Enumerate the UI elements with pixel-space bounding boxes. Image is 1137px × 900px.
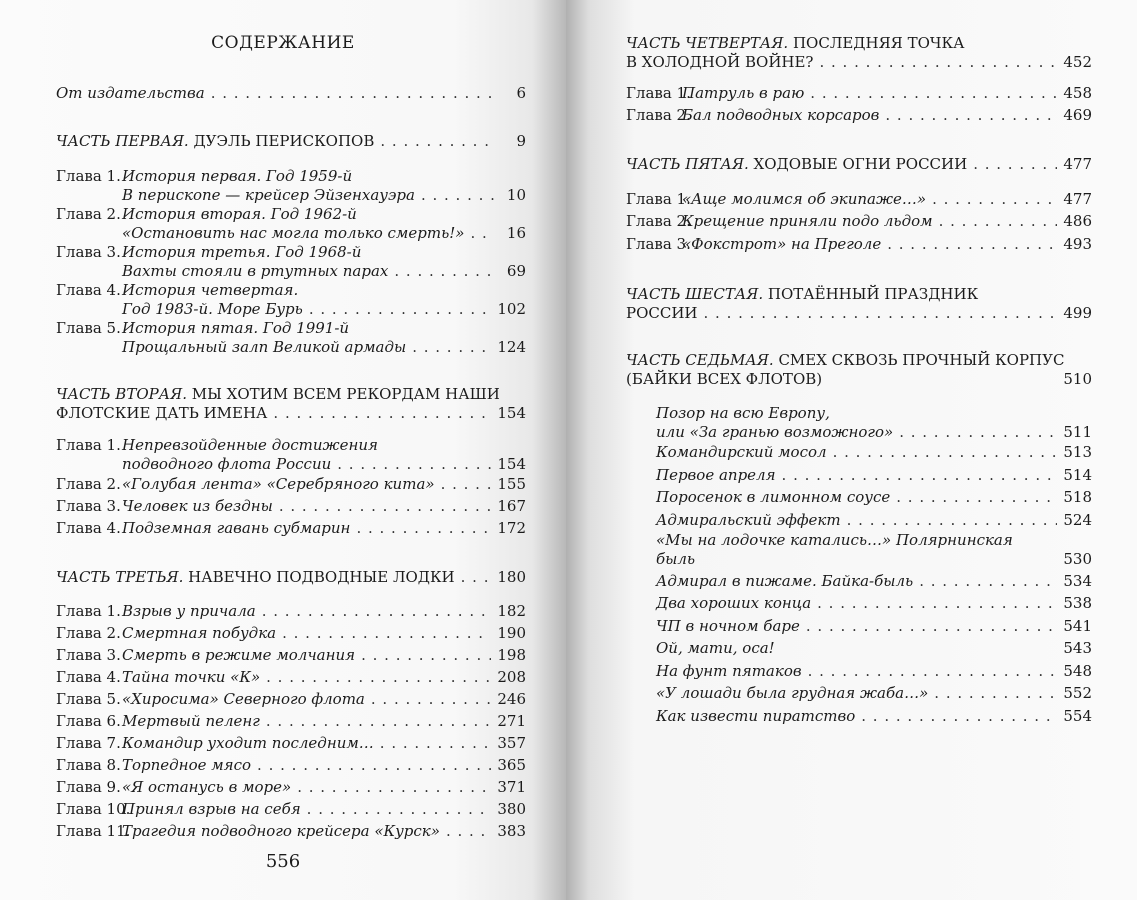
toc-entry-chapter (626, 235, 1092, 254)
entry-title-cont: или «За гранью возможного» (656, 423, 894, 441)
toc-entry-story (626, 531, 1092, 569)
entry-title: Командирский мосол (656, 443, 827, 461)
entry-title: Адмирал в пижаме. Байка-быль (656, 572, 914, 590)
chapter-label: Глава 1. (626, 190, 691, 208)
toc-entry-chapter (626, 190, 1092, 209)
entry-title: «У лошади была грудная жаба…» (656, 684, 929, 702)
chapter-label: Глава 5. (56, 319, 121, 337)
page-number: 548 (1063, 662, 1092, 680)
entry-title: Торпедное мясо (122, 756, 252, 774)
entry-title: Тайна точки «К» (122, 668, 261, 686)
entry-title: История четвертая. (122, 281, 299, 299)
entry-title: История вторая. Год 1962-й (122, 205, 357, 223)
page-number: 198 (497, 646, 526, 664)
page-number: 155 (497, 475, 526, 493)
page-number: 513 (1063, 443, 1092, 461)
chapter-label: Глава 4. (56, 281, 121, 299)
chapter-label: Глава 5. (56, 690, 121, 708)
page-number: 538 (1063, 594, 1092, 612)
entry-title: Мертвый пеленг (122, 712, 260, 730)
page-number: 514 (1063, 466, 1092, 484)
entry-title: Трагедия подводного крейсера «Курск» (122, 822, 440, 840)
toc-entry-story (626, 617, 1092, 636)
chapter-label: Глава 3. (626, 235, 691, 253)
chapter-label: Глава 1. (56, 436, 121, 454)
toc-entry-chapter (626, 84, 1092, 103)
toc-entry-chapter (56, 281, 526, 319)
chapter-label: Глава 7. (56, 734, 121, 752)
page-number: 530 (1063, 550, 1092, 568)
page-number: 154 (497, 404, 526, 422)
entry-title: Бал подводных корсаров (682, 106, 880, 124)
entry-title: «Фокстрот» на Преголе (682, 235, 882, 253)
page-number: 458 (1063, 84, 1092, 102)
toc-part-6 (626, 285, 1092, 323)
part-label: ЧАСТЬ ШЕСТАЯ. (626, 285, 764, 303)
entry-title-cont: Прощальный залп Великой армады (122, 338, 407, 356)
toc-entry-chapter (56, 800, 526, 819)
entry-title: Взрыв у причала (122, 602, 256, 620)
toc-entry-chapter (626, 212, 1092, 231)
toc-entry-story (626, 466, 1092, 485)
toc-part-5 (626, 155, 1092, 174)
page-number: 541 (1063, 617, 1092, 635)
entry-title: История третья. Год 1968-й (122, 243, 362, 261)
page-number: 543 (1063, 639, 1092, 657)
part-label: ЧАСТЬ ВТОРАЯ. (56, 385, 187, 403)
part-title: ПОТАЁННЫЙ ПРАЗДНИК (767, 285, 979, 303)
entry-title: «Я останусь в море» (122, 778, 292, 796)
page-number: 511 (1063, 423, 1092, 441)
toc-entry-chapter (56, 475, 526, 494)
chapter-label: Глава 2. (56, 205, 121, 223)
entry-title: От издательства (56, 84, 205, 102)
entry-title-cont: «Остановить нас могла только смерть!» (122, 224, 465, 242)
part-title: ПОСЛЕДНЯЯ ТОЧКА (792, 34, 965, 52)
entry-title: «Мы на лодочке катались…» Полярнинская (656, 531, 1013, 549)
page-number: 477 (1063, 155, 1092, 173)
toc-part-4 (626, 34, 1092, 72)
page-number: 172 (497, 519, 526, 537)
entry-title: Ой, мати, оса! (656, 639, 775, 657)
page-number: 499 (1063, 304, 1092, 322)
entry-title: Патруль в раю (682, 84, 805, 102)
chapter-label: Глава 1. (56, 167, 121, 185)
entry-title: Смерть в режиме молчания (122, 646, 356, 664)
chapter-label: Глава 1. (56, 602, 121, 620)
toc-entry-chapter (56, 668, 526, 687)
toc-entry-chapter (626, 106, 1092, 125)
toc-entry-story (626, 684, 1092, 703)
chapter-label: Глава 10. (56, 800, 131, 818)
part-title: ХОДОВЫЕ ОГНИ РОССИИ (753, 155, 968, 173)
part-title: СМЕХ СКВОЗЬ ПРОЧНЫЙ КОРПУС (778, 351, 1065, 369)
chapter-label: Глава 4. (56, 519, 121, 537)
page-number: 524 (1063, 511, 1092, 529)
part-label: ЧАСТЬ ПЯТАЯ. (626, 155, 749, 173)
entry-title-cont: подводного флота России (122, 455, 332, 473)
toc-entry-story (626, 572, 1092, 591)
page-number: 69 (506, 262, 526, 280)
toc-entry-chapter (56, 243, 526, 281)
page-number: 452 (1063, 53, 1092, 71)
entry-title: Смертная побудка (122, 624, 277, 642)
chapter-label: Глава 3. (56, 646, 121, 664)
page-number: 510 (1063, 370, 1092, 388)
toc-entry-chapter (56, 778, 526, 797)
entry-title: Позор на всю Европу, (656, 404, 830, 422)
toc-entry-chapter (56, 624, 526, 643)
page-number: 154 (497, 455, 526, 473)
page-number: 102 (497, 300, 526, 318)
chapter-label: Глава 2. (626, 106, 691, 124)
entry-title: Подземная гавань субмарин (122, 519, 351, 537)
chapter-label: Глава 6. (56, 712, 121, 730)
entry-title: ЧП в ночном баре (656, 617, 800, 635)
toc-entry-chapter (56, 734, 526, 753)
toc-entry-story (626, 443, 1092, 462)
page-number: 371 (497, 778, 526, 796)
entry-title: История первая. Год 1959-й (122, 167, 353, 185)
part-label: ЧАСТЬ СЕДЬМАЯ. (626, 351, 774, 369)
chapter-label: Глава 9. (56, 778, 121, 796)
page-number: 167 (497, 497, 526, 515)
chapter-label: Глава 2. (56, 475, 121, 493)
toc-part-3 (56, 568, 526, 587)
toc-entry-chapter (56, 602, 526, 621)
page-number: 246 (497, 690, 526, 708)
page-number: 469 (1063, 106, 1092, 124)
part-title: НАВЕЧНО ПОДВОДНЫЕ ЛОДКИ (188, 568, 455, 586)
toc-entry-story (626, 404, 1092, 442)
part-title-cont: В ХОЛОДНОЙ ВОЙНЕ? (626, 53, 814, 71)
part-title-cont: ФЛОТСКИЕ ДАТЬ ИМЕНА (56, 404, 268, 422)
page-number: 534 (1063, 572, 1092, 590)
page-number: 9 (516, 132, 526, 150)
toc-entry-story (626, 594, 1092, 613)
entry-title-cont: Год 1983-й. Море Бурь (122, 300, 303, 318)
toc-entry-chapter (56, 646, 526, 665)
toc-entry-chapter (56, 822, 526, 841)
chapter-label: Глава 11. (56, 822, 131, 840)
chapter-label: Глава 8. (56, 756, 121, 774)
left-page (0, 0, 566, 900)
toc-entry-chapter (56, 712, 526, 731)
entry-title-cont: быль (656, 550, 696, 568)
page-number: 554 (1063, 707, 1092, 725)
entry-title: Как извести пиратство (656, 707, 856, 725)
toc-entry-chapter (56, 167, 526, 205)
entry-title: «Аще молимся об экипаже…» (682, 190, 927, 208)
toc-entry-publisher (56, 84, 526, 103)
part-title: ДУЭЛЬ ПЕРИСКОПОВ (193, 132, 375, 150)
part-label: ЧАСТЬ ТРЕТЬЯ. (56, 568, 184, 586)
toc-entry-story (626, 511, 1092, 530)
toc-entry-story (626, 488, 1092, 507)
entry-title-cont: Вахты стояли в ртутных парах (122, 262, 389, 280)
entry-title: Принял взрыв на себя (122, 800, 301, 818)
entry-title: Первое апреля (656, 466, 776, 484)
toc-part-2 (56, 385, 526, 423)
entry-title: Поросенок в лимонном соусе (656, 488, 891, 506)
page-number: 6 (516, 84, 526, 102)
entry-title: Адмиральский эффект (656, 511, 841, 529)
chapter-label: Глава 1. (626, 84, 691, 102)
chapter-label: Глава 3. (56, 497, 121, 515)
entry-title: «Хиросима» Северного флота (122, 690, 365, 708)
entry-title: История пятая. Год 1991-й (122, 319, 350, 337)
page-number: 208 (497, 668, 526, 686)
page-number: 552 (1063, 684, 1092, 702)
chapter-label: Глава 3. (56, 243, 121, 261)
page-number: 486 (1063, 212, 1092, 230)
toc-entry-story (626, 707, 1092, 726)
page-number: 383 (497, 822, 526, 840)
toc-entry-chapter (56, 319, 526, 357)
page-number: 16 (506, 224, 526, 242)
page-number: 477 (1063, 190, 1092, 208)
chapter-label: Глава 2. (56, 624, 121, 642)
page-number: 10 (506, 186, 526, 204)
part-title-cont: РОССИИ (626, 304, 698, 322)
toc-entry-chapter (56, 205, 526, 243)
toc-title: СОДЕРЖАНИЕ (211, 33, 355, 53)
part-label: ЧАСТЬ ЧЕТВЕРТАЯ. (626, 34, 789, 52)
page-folio: 556 (265, 851, 301, 872)
part-title-cont: (БАЙКИ ВСЕХ ФЛОТОВ) (626, 370, 823, 388)
chapter-label: Глава 2. (626, 212, 691, 230)
toc-part-7 (626, 351, 1092, 389)
entry-title: На фунт пятаков (656, 662, 802, 680)
page-number: 180 (497, 568, 526, 586)
page-number: 124 (497, 338, 526, 356)
part-title: МЫ ХОТИМ ВСЕМ РЕКОРДАМ НАШИ (191, 385, 500, 403)
entry-title-cont: В перископе — крейсер Эйзенхауэра (122, 186, 415, 204)
page-number: 357 (497, 734, 526, 752)
page-number: 365 (497, 756, 526, 774)
page-number: 182 (497, 602, 526, 620)
entry-title: Непревзойденные достижения (122, 436, 378, 454)
toc-part-1 (56, 132, 526, 151)
page-number: 493 (1063, 235, 1092, 253)
toc-entry-chapter (56, 756, 526, 775)
entry-title: Командир уходит последним… (122, 734, 374, 752)
page-number: 271 (497, 712, 526, 730)
entry-title: «Голубая лента» «Серебряного кита» (122, 475, 435, 493)
toc-entry-chapter (56, 436, 526, 474)
page-number: 190 (497, 624, 526, 642)
toc-entry-chapter (56, 497, 526, 516)
entry-title: Крещение приняли подо льдом (682, 212, 933, 230)
page-number: 518 (1063, 488, 1092, 506)
chapter-label: Глава 4. (56, 668, 121, 686)
toc-entry-chapter (56, 690, 526, 709)
entry-title: Человек из бездны (122, 497, 273, 515)
toc-entry-story (626, 662, 1092, 681)
right-page (566, 0, 1137, 900)
toc-entry-story (626, 639, 1092, 658)
part-label: ЧАСТЬ ПЕРВАЯ. (56, 132, 189, 150)
page-number: 380 (497, 800, 526, 818)
toc-entry-chapter (56, 519, 526, 538)
entry-title: Два хороших конца (656, 594, 812, 612)
